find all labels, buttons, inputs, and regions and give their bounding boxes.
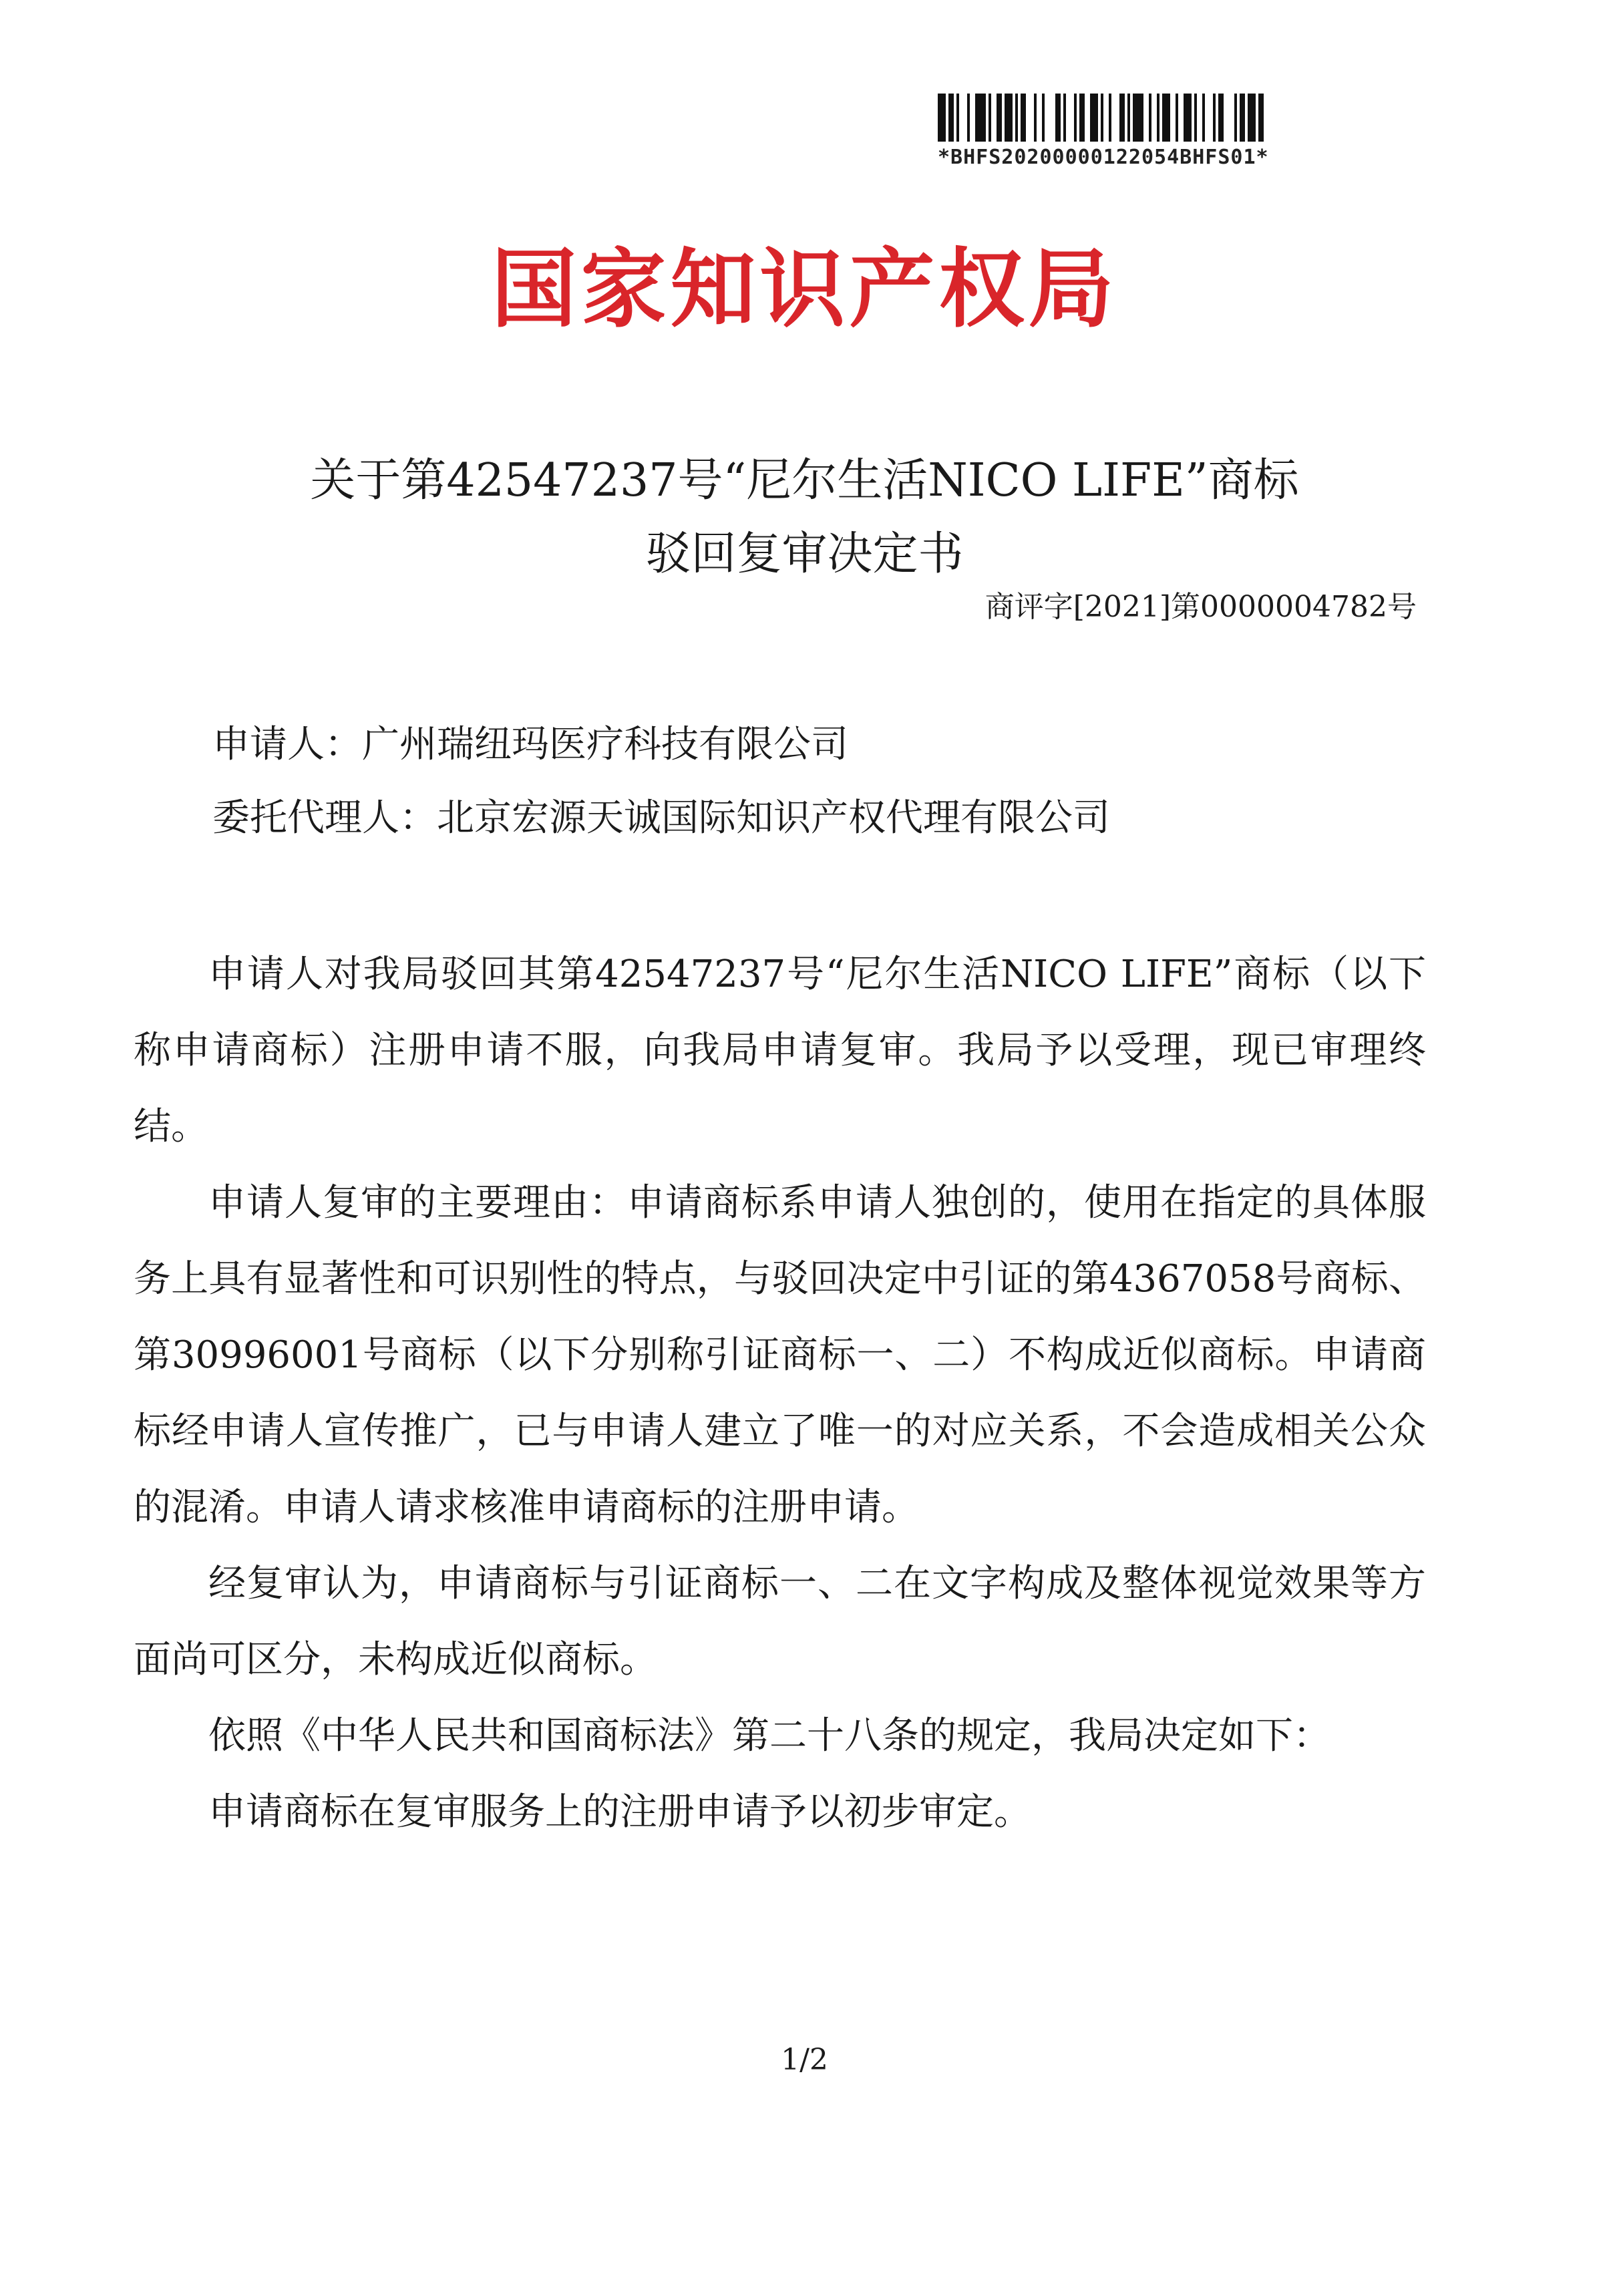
applicant-line: 申请人：广州瑞纽玛医疗科技有限公司 bbox=[212, 723, 848, 766]
barcode-bar bbox=[1090, 94, 1098, 142]
barcode-bar bbox=[1240, 94, 1245, 142]
body-paragraph-2: 申请人复审的主要理由：申请商标系申请人独创的，使用在指定的具体服务上具有显著性和可识别性的特点，与驳回决定中引证的第4367058号商标、第30996001号商标（以下分别称引证商标一、二）不构成近似商标。申请商标经申请人宣传推广，已与申请人建立了唯一的对应关系，不会造成相关公众的混淆。申请人请求核准申请商标的注册申请。 bbox=[134, 1181, 1426, 1529]
barcode-bar bbox=[1151, 94, 1157, 142]
barcode-bar bbox=[1103, 94, 1109, 142]
document-body bbox=[134, 937, 1426, 1850]
barcode-bar bbox=[997, 94, 1002, 142]
barcode-bar bbox=[1045, 94, 1055, 142]
barcode-bar bbox=[959, 94, 967, 142]
barcode-bar bbox=[1197, 94, 1202, 142]
barcode-bar bbox=[1005, 94, 1013, 142]
barcode-bar bbox=[1037, 94, 1042, 142]
barcode-bar bbox=[1205, 94, 1213, 142]
document-title-line2: 驳回复审决定书 bbox=[645, 528, 964, 581]
body-paragraph-5: 申请商标在复审服务上的注册申请予以初步审定。 bbox=[208, 1790, 1031, 1834]
barcode-bar bbox=[1258, 94, 1264, 142]
barcode-bar bbox=[1248, 94, 1256, 142]
barcode-bar bbox=[1119, 94, 1125, 142]
barcode-bar bbox=[1143, 94, 1149, 142]
barcode-caption: *BHFS20200000122054BHFS01* bbox=[938, 146, 1269, 169]
barcode-bar bbox=[948, 94, 954, 142]
barcode-bar bbox=[1026, 94, 1034, 142]
barcode-bar bbox=[970, 94, 975, 142]
body-paragraph-4: 依照《中华人民共和国商标法》第二十八条的规定，我局决定如下： bbox=[208, 1714, 1330, 1758]
document-number: 商评字[2021]第0000004782号 bbox=[985, 590, 1417, 624]
document-title-line1: 关于第42547237号“尼尔生活NICO LIFE”商标 bbox=[310, 454, 1299, 507]
barcode-bar bbox=[1111, 94, 1119, 142]
barcode-bar bbox=[1079, 94, 1085, 142]
barcode-bar bbox=[938, 94, 946, 142]
barcode-bar bbox=[1133, 94, 1143, 142]
barcode-bar bbox=[975, 94, 986, 142]
barcode-bar bbox=[1264, 94, 1266, 142]
barcode-bar bbox=[1066, 94, 1074, 142]
body-paragraph-1: 申请人对我局驳回其第42547237号“尼尔生活NICO LIFE”商标（以下称申请商标）注册申请不服，向我局申请复审。我局予以受理，现已审理终结。 bbox=[134, 953, 1426, 1148]
agent-line: 委托代理人：北京宏源天诚国际知识产权代理有限公司 bbox=[212, 796, 1110, 840]
barcode bbox=[938, 94, 1359, 142]
barcode-bar bbox=[991, 94, 997, 142]
barcode-bar bbox=[1055, 94, 1061, 142]
barcode-bar bbox=[1224, 94, 1234, 142]
barcode-bar bbox=[1218, 94, 1224, 142]
barcode-bar bbox=[1170, 94, 1176, 142]
page-indicator: 1/2 bbox=[781, 2043, 828, 2077]
barcode-bar bbox=[1178, 94, 1184, 142]
barcode-bar bbox=[1162, 94, 1170, 142]
agency-name: 国家知识产权局 bbox=[491, 240, 1118, 339]
barcode-block bbox=[938, 94, 1359, 169]
barcode-bar bbox=[1021, 94, 1026, 142]
barcode-bar bbox=[1184, 94, 1192, 142]
body-paragraph-3: 经复审认为，申请商标与引证商标一、二在文字构成及整体视觉效果等方面尚可区分，未构成近似商标。 bbox=[134, 1562, 1426, 1681]
barcode-bar bbox=[1085, 94, 1090, 142]
